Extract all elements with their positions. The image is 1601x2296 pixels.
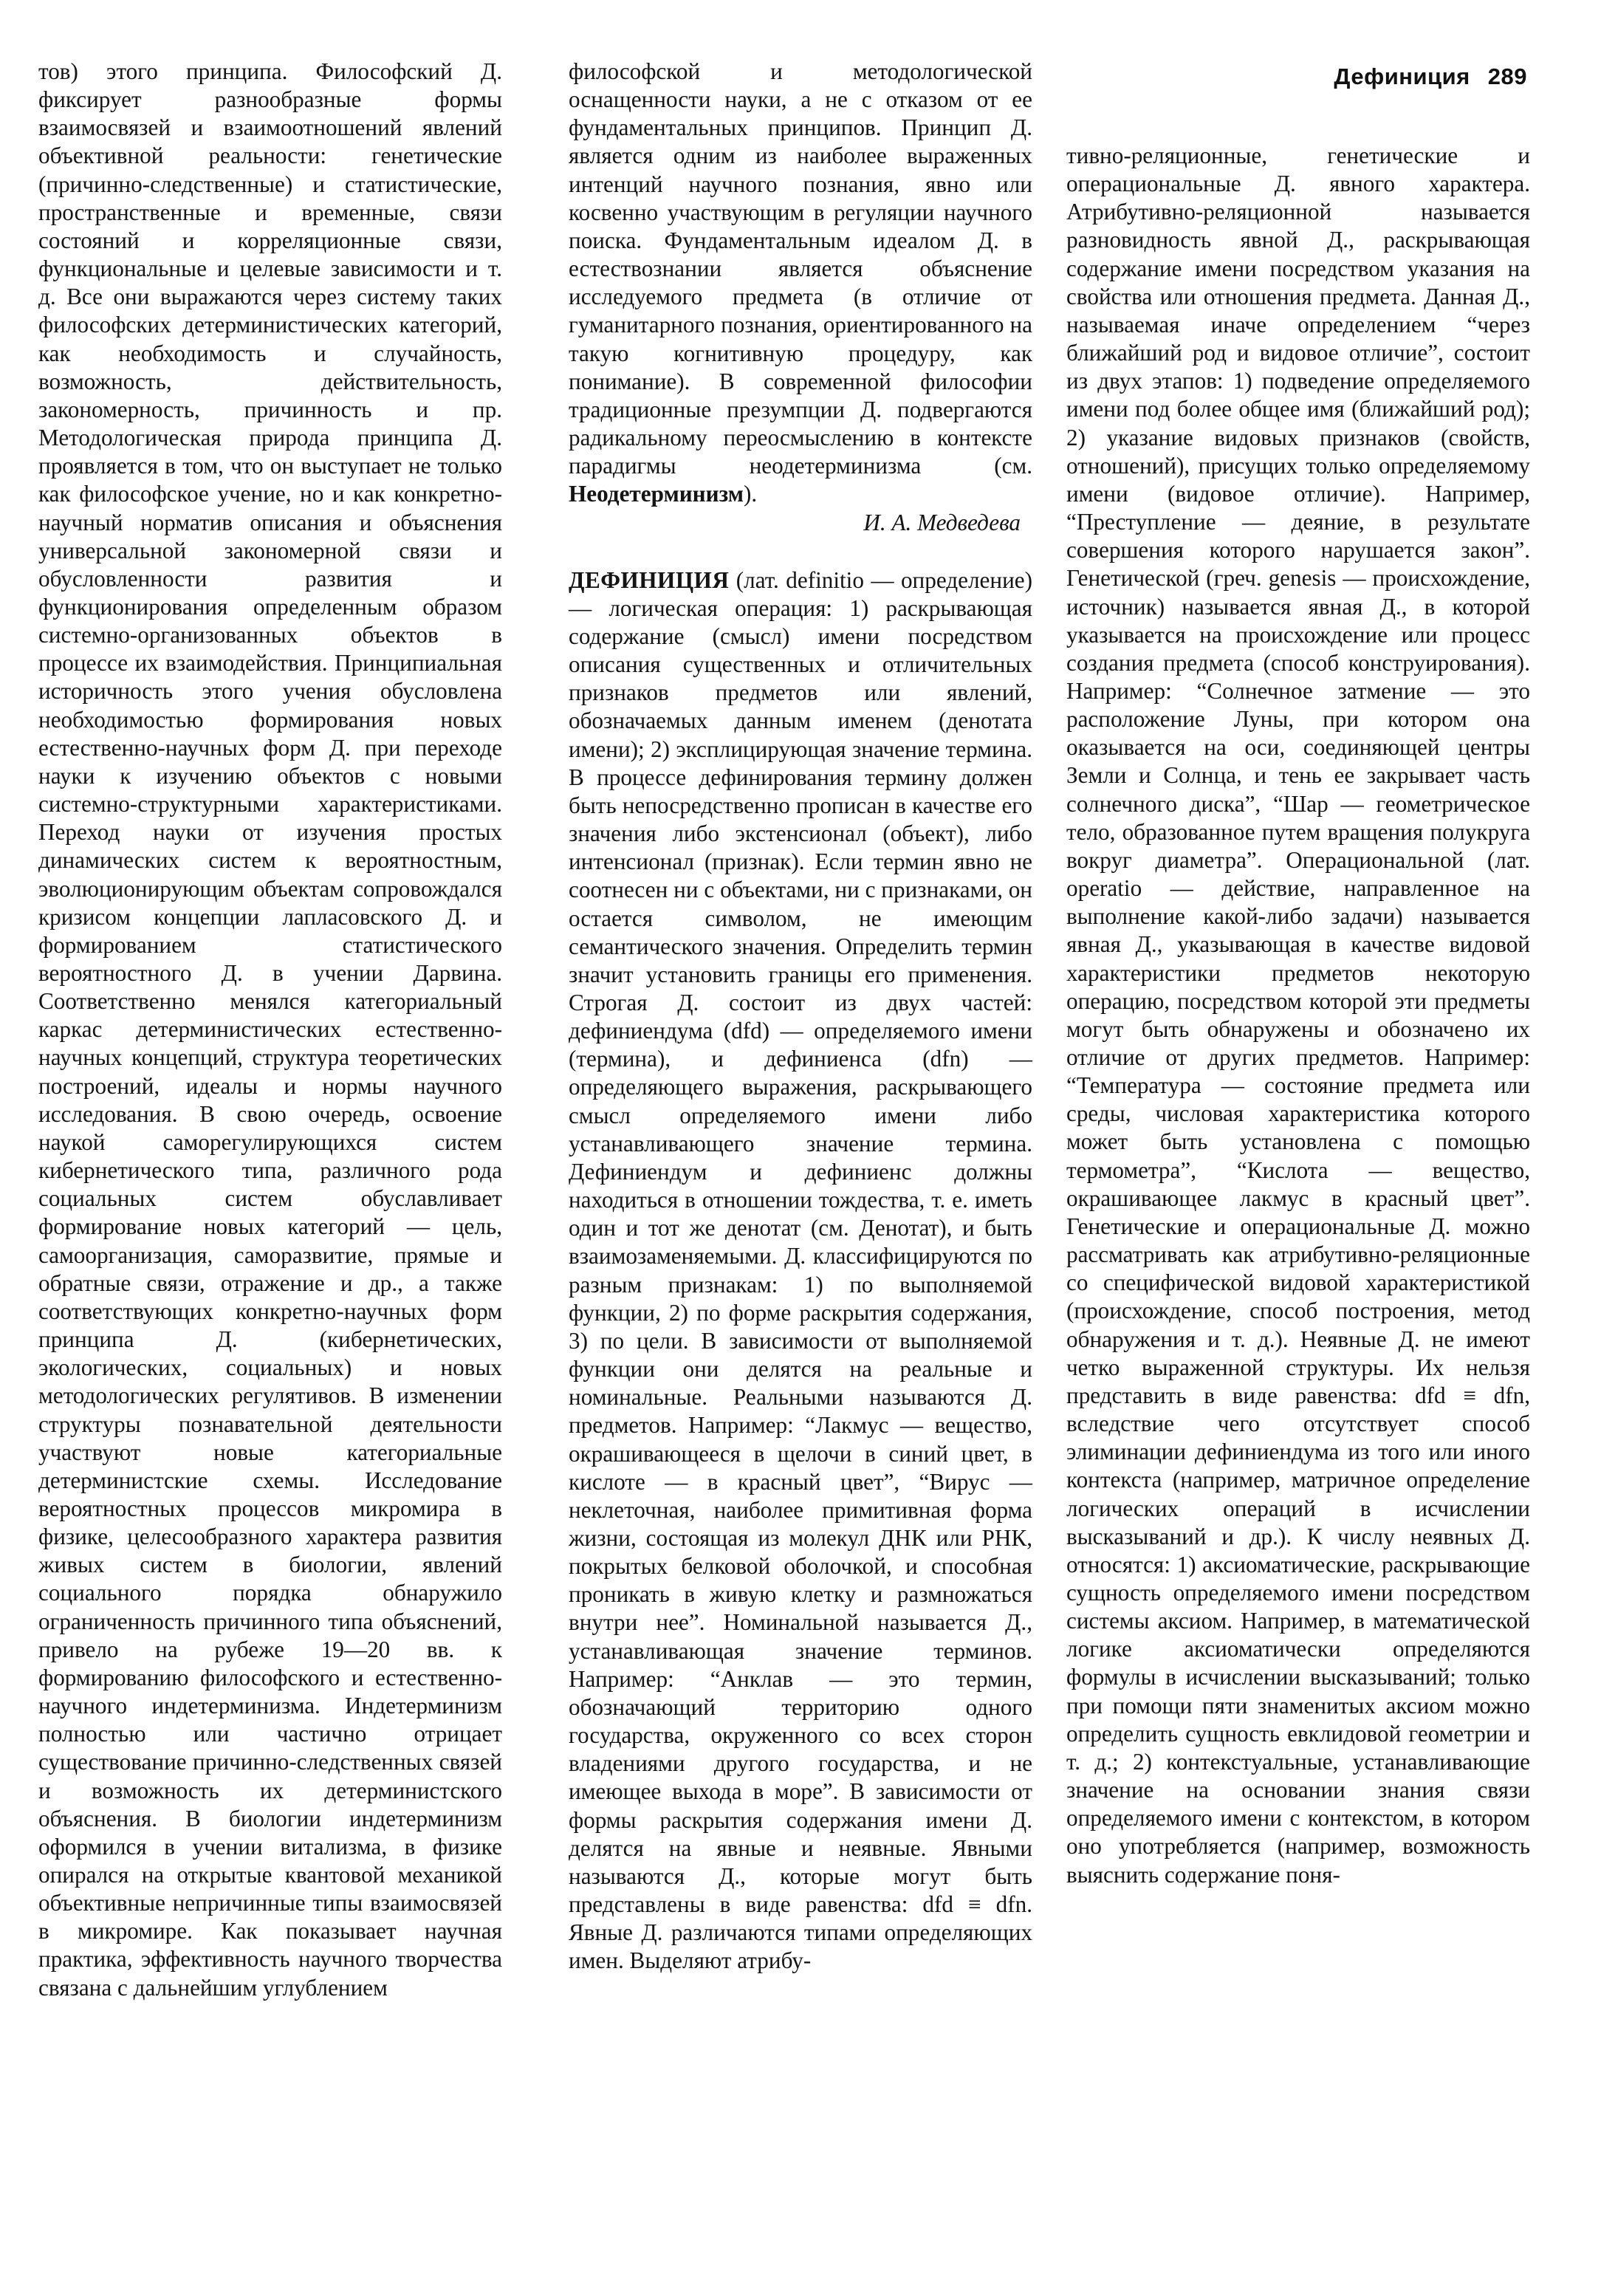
paragraph-text: философской и методологической оснащенности науки, а не с отказом от ее фундаментальных принципов. Принцип Д. является одним из наиболее выраженных интенций научного познания, явно или косвенно участвующим в регуляции научного поиска. Фундаментальным идеалом Д. в естествознании является объяснение исследуемого предмета (в отличие от гуманитарного познания, ориентированного на такую когнитивную процедуру, как понимание). В современной философии традиционные презумпции Д. подвергаются радикальному переосмыслению в контексте парадигмы неодетерминизма (см. bbox=[569, 58, 1032, 479]
entry-definition-start bbox=[569, 566, 1032, 1975]
entry-separator bbox=[569, 537, 1032, 566]
paragraph-text-end: ). bbox=[743, 481, 758, 507]
text-column-left bbox=[38, 58, 502, 2002]
running-header bbox=[1334, 64, 1527, 90]
entry-author: И. А. Медведева bbox=[863, 509, 1021, 535]
entry-headword: ДЕФИНИЦИЯ bbox=[569, 566, 730, 593]
page-number: 289 bbox=[1487, 64, 1527, 89]
entry-definition-continuation: тивно-реляционные, генетические и операциональные Д. явного характера. Атрибутивно-реляционной называется разновидность явной Д., раскрывающая содержание имени посредством указания на свойства или отношения предмета. Данная Д., называемая иначе определением “через ближайший род и видовое отличие”, состоит из двух этапов: 1) подведение определяемого имени под более общее имя (ближайший род); 2) указание видовых признаков (свойств, отношений), присущих только определяемому имени (видовое отличие). Например, “Преступление — деяние, в результате совершения которого нарушается закон”. Генетической (греч. genesis — происхождение, источник) называется явная Д., в которой указывается на происхождение или процесс создания предмета (способ конструирования). Например: “Солнечное затмение — это расположение Луны, при котором она оказывается на оси, соединяющей центры Земли и Солнца, и тень ее закрывает часть солнечного диска”, “Шар — геометрическое тело, образованное путем вращения полукруга вокруг диаметра”. Операциональной (лат. operatio — действие, направленное на выполнение какой-либо задачи) называется явная Д., указывающая в качестве видовой характеристики предметов некоторую операцию, посредством которой эти предметы могут быть обнаружены и обозначено их отличие от других предметов. Например: “Температура — состояние предмета или среды, числовая характеристика которого может быть установлена с помощью термометра”, “Кислота — вещество, окрашивающее лакмус в красный цвет”. Генетические и операциональные Д. можно рассматривать как атрибутивно-реляционные со специфической видовой характеристикой (происхождение, способ построения, метод обнаружения и т. д.). Неявные Д. не имеют четко выраженной структуры. Их нельзя представить в виде равенства: dfd ≡ dfn, вследствие чего отсутствует способ элиминации дефиниендума из того или иного контекста (например, матричное определение логических операций в исчислении высказываний и др.). К числу неявных Д. относятся: 1) аксиоматические, раскрывающие сущность определяемого имени посредством системы аксиом. Например, в математической логике аксиоматически определяются формулы в исчислении высказываний; только при помощи пяти знаменитых аксиом можно определить сущность евклидовой геометрии и т. д.; 2) контекстуальные, устанавливающие значение на основании знания связи определяемого имени с контекстом, в котором оно употребляется (например, возможность выяснить содержание поня- bbox=[1066, 143, 1530, 1888]
running-header-title: Дефиниция bbox=[1334, 64, 1470, 89]
entry-body: (лат. definitio — определение) — логическая операция: 1) раскрывающая содержание (смысл) имени посредством описания существенных и отличительных признаков предметов или явлений, обозначаемых данным именем (денотата имени); 2) эксплицирующая значение термина. В процессе дефинирования термину должен быть непосредственно прописан в качестве его значения либо экстенсионал (объект), либо интенсионал (признак). Если термин явно не соотнесен ни с объектами, ни с признаками, он остается символом, не имеющим семантического значения. Определить термин значит установить границы его применения. Строгая Д. состоит из двух частей: дефиниендума (dfd) — определяемого имени (термина), и дефиниенса (dfn) — определяющего выражения, раскрывающего смысл определяемого имени либо устанавливающего значение термина. Дефиниендум и дефиниенс должны находиться в отношении тождества, т. е. иметь один и тот же денотат (см. Денотат), и быть взаимозаменяемыми. Д. классифицируются по разным признакам: 1) по выполняемой функции, 2) по форме раскрытия содержания, 3) по цели. В зависимости от выполняемой функции они делятся на реальные и номинальные. Реальными называются Д. предметов. Например: “Лакмус — вещество, окрашивающееся в щелочи в синий цвет, в кислоте — в красный цвет”, “Вирус — неклеточная, наиболее примитивная форма жизни, состоящая из молекул ДНК или РНК, покрытых белковой оболочкой, и способная проникать в живую клетку и размножаться внутри нее”. Номинальной называется Д., устанавливающая значение терминов. Например: “Анклав — это термин, обозначающий территорию одного государства, окруженного со всех сторон владениями другого государства, и не имеющее выхода в море”. В зависимости от формы раскрытия содержания имени Д. делятся на явные и неявные. Явными называются Д., которые могут быть представлены в виде равенства: dfd ≡ dfn. Явные Д. различаются типами определяющих имен. Выделяют атрибу- bbox=[569, 566, 1032, 1974]
text-column-right bbox=[1066, 142, 1530, 1889]
cross-reference-link[interactable]: Неодетерминизм bbox=[569, 481, 744, 507]
text-column-middle bbox=[569, 58, 1032, 1975]
paragraph-continuation: тов) этого принципа. Философский Д. фиксирует разнообразные формы взаимосвязей и взаимоотношений явлений объективной реальности: генетические (причинно-следственные) и статистические, пространственные и временные, связи состояний и корреляционные связи, функциональные и целевые зависимости и т. д. Все они выражаются через систему таких философских детерминистических категорий, как необходимость и случайность, возможность, действительность, закономерность, причинность и пр. Методологическая природа принципа Д. проявляется в том, что он выступает не только как философское учение, но и как конкретно-научный норматив описания и объяснения универсальной закономерной связи и обусловленности развития и функционирования определенным образом системно-организованных объектов в процессе их взаимодействия. Принципиальная историчность этого учения обусловлена необходимостью формирования новых естественно-научных форм Д. при переходе науки к изучению объектов с новыми системно-структурными характеристиками. Переход науки от изучения простых динамических систем к вероятностным, эволюционирующим объектам сопровождался кризисом концепции лапласовского Д. и формированием статистического вероятностного Д. в учении Дарвина. Соответственно менялся категориальный каркас детерминистических естественно-научных концепций, структура теоретических построений, идеалы и нормы научного исследования. В свою очередь, освоение наукой саморегулирующихся систем кибернетического типа, различного рода социальных систем обуславливает формирование новых категорий — цель, самоорганизация, саморазвитие, прямые и обратные связи, отражение и др., а также соответствующих конкретно-научных форм принципа Д. (кибернетических, экологических, социальных) и новых методологических регулятивов. В изменении структуры познавательной деятельности участвуют новые категориальные детерминистские схемы. Исследование вероятностных процессов микромира в физике, целесообразного характера развития живых систем в биологии, явлений социального порядка обнаружило ограниченность причинного типа объяснений, привело на рубеже 19—20 вв. к формированию философского и естественно-научного индетерминизма. Индетерминизм полностью или частично отрицает существование причинно-следственных связей и возможность их детерминистского объяснения. В биологии индетерминизм оформился в учении витализма, в физике опирался на открытые квантовой механикой объективные непричинные типы взаимосвязей в микромире. Как показывает научная практика, эффективность научного творчества связана с дальнейшим углублением bbox=[38, 58, 502, 2001]
paragraph-end-of-previous-entry bbox=[569, 58, 1032, 509]
